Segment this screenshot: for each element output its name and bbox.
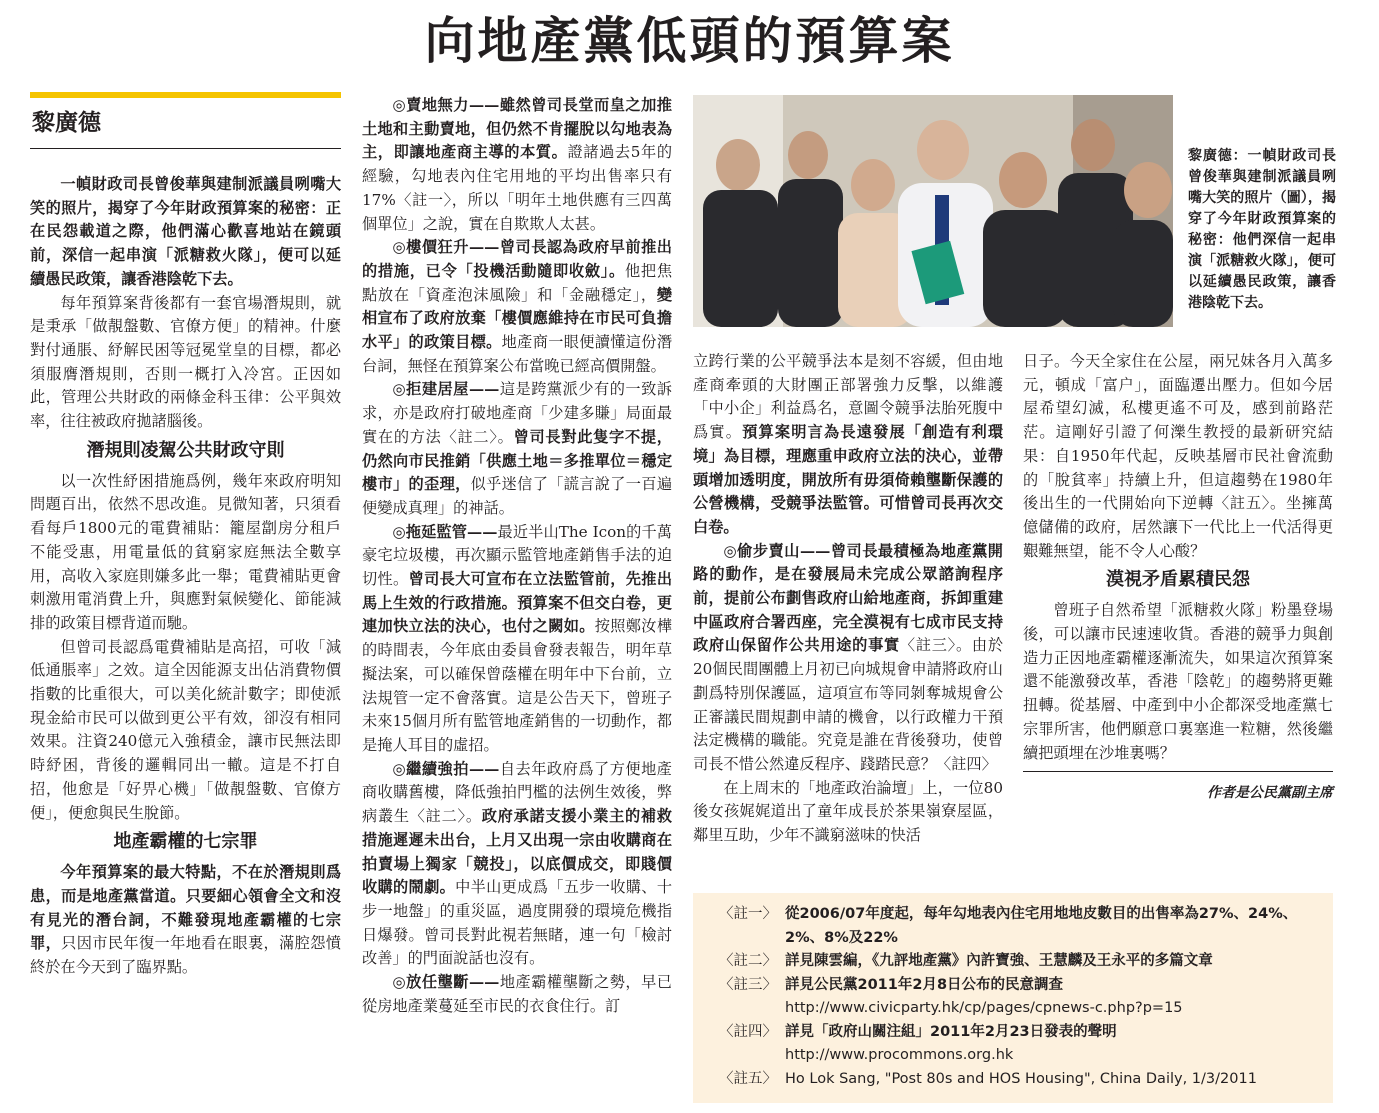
footnote-label: 〈註三〉 bbox=[719, 976, 777, 993]
text: 他把焦點放在「資產泡沫風險」和「金融穩定」， bbox=[362, 261, 673, 304]
sin-item-2 bbox=[362, 236, 672, 378]
footnote-2 bbox=[693, 950, 1333, 974]
paragraph: 在上周末的「地產政治論壇」上，一位80後女孩娓娓道出了童年成長於茶果嶺寮屋區，鄰里互助，少年不識窮滋味的快活 bbox=[693, 778, 1003, 845]
bold-text: ◎偷步賣山——曾司長最積極為地產黨開路的動作，是在發展局未完成公眾諮詢程序前，提前公布劃售政府山給地產商，拆卸重建中區政府合署西座，完全漠視有七成市民支持政府山保留作公共用途的事實 bbox=[693, 541, 1003, 655]
footnote-5 bbox=[693, 1068, 1333, 1092]
column-2 bbox=[362, 94, 672, 1018]
sin-item-6 bbox=[362, 971, 672, 1018]
divider bbox=[30, 148, 341, 149]
bold-text: ◎樓價狂升——曾司長認為政府早前推出的措施，已令「投機活動隨即收斂」。 bbox=[362, 238, 672, 280]
author-byline: 作者是公民黨副主席 bbox=[1023, 771, 1333, 806]
text: 自去年政府爲了方便地產商收購舊樓，降低強拍門檻的法例生效後，弊病叢生〈註二〉。 bbox=[362, 759, 672, 826]
sin-item-5 bbox=[362, 758, 672, 971]
column-1 bbox=[30, 92, 341, 980]
footnote-text: Ho Lok Sang, "Post 80s and HOS Housing", China Daily, 1/3/2011 bbox=[785, 1070, 1257, 1087]
bold-text: ◎繼續強拍—— bbox=[392, 759, 500, 778]
paragraph: 曾班子自然希望「派糖救火隊」粉墨登場後，可以讓市民速速收貨。香港的競爭力與創造力正因地產霸權逐漸流失，如果這次預算案還不能激發改革，香港「陰乾」的趨勢將更難扭轉。從基層、中產到中小企都深受地產黨七宗罪所害，他們願意口裏塞進一粒糖，然後繼續把頭埋在沙堆裏嗎？ bbox=[1023, 601, 1333, 762]
footnote-text: 詳見陳雲編，《九評地產黨》內許寶強、王慧麟及王永平的多篇文章 bbox=[785, 953, 1213, 969]
paragraph: 但曾司長認爲電費補貼是高招，可收「減低通脹率」之效。這全因能源支出佔消費物價指數的比重很大，可以美化統計數字；即使派現金給市民可以做到更公平有效，卻沒有相同效果。注資240億元入強積金，讓市民無法即時紓困，背後的邏輯同出一轍。這是不打自招，他愈是「好畀心機」「做靚盤數、官僚方便」，便愈與民生脫節。 bbox=[30, 637, 341, 822]
paragraph bbox=[693, 350, 1003, 540]
bold-text: 今年預算案的最大特點，不在於潛規則爲患，而是地產黨當道。只要細心領會全文和沒有見光的潛台詞，不難發現地產霸權的七宗罪， bbox=[30, 863, 341, 953]
text: 〈註三〉。由於20個民間團體上月初已向城規會申請將政府山劃爲特別保護區，這項宣布等同剝奪城規會公正審議民間規劃申請的機會，以行政權力干預法定機構的職能。究竟是誰在背後發功，使曾司長不惜公然違反程序、踐踏民意？〈註四〉 bbox=[693, 636, 1004, 773]
sin-item-1 bbox=[362, 94, 672, 236]
footnote-1 bbox=[693, 903, 1333, 950]
text: 似乎迷信了「謊言說了一百遍便變成真理」的神話。 bbox=[362, 475, 673, 517]
text: 最近半山The Icon的千萬豪宅垃圾樓，再次顯示監管地產銷售手法的迫切性。 bbox=[362, 522, 672, 589]
author-name: 黎廣德 bbox=[32, 110, 101, 136]
text: 證諸過去5年的經驗，勾地表內住宅用地的平均出售率只有17%〈註一〉，所以「明年土地供應有三四萬個單位」之說，實在自欺欺人太甚。 bbox=[362, 143, 673, 233]
text: 中半山更成爲「五步一收購、十步一地盤」的重災區，過度開發的環境危機指日爆發。曾司長對此視若無睹，連一句「檢討改善」的門面說話也沒有。 bbox=[362, 878, 673, 968]
column-3 bbox=[693, 350, 1003, 848]
paragraph: 每年預算案背後都有一套官場潛規則，就是秉承「做靚盤數、官僚方便」的精神。什麼對付通脹、紓解民困等冠冕堂皇的目標，都必須服膺潛規則，否則一概打入冷宮。正因如此，管理公共財政的兩條金科玉律：公平與效率，往往被政府拋諸腦後。 bbox=[30, 293, 341, 431]
bold-text: ◎拖延監管—— bbox=[392, 522, 498, 541]
footnote-link[interactable]: http://www.civicparty.hk/cp/pages/cpnews-c.php?p=15 bbox=[785, 1000, 1183, 1016]
bold-text: ◎拒建居屋—— bbox=[392, 380, 500, 399]
paragraph: 日子。今天全家住在公屋，兩兄妹各月入萬多元，頓成「富户」，面臨遷出壓力。但如今居屋希望幻滅，私樓更遙不可及，感到前路茫茫。這剛好引證了何濼生教授的最新研究結果：自1950年代起，反映基層市民社會流動的「脫貧率」持續上升，但這趨勢在1980年後出生的一代開始向下逆轉〈註五〉。坐擁萬億儲備的政府，居然讓下一代比上一代活得更艱難無望，能不令人心酸？ bbox=[1023, 352, 1333, 560]
footnote-label: 〈註二〉 bbox=[719, 953, 777, 969]
lead-paragraph: 一幀財政司長曾俊華與建制派議員咧嘴大笑的照片，揭穿了今年財政預算案的秘密：正在民怨載道之際，他們滿心歡喜地站在鏡頭前，深信一起串演「派糖救火隊」，便可以延續愚民政策，讓香港陰乾下去。 bbox=[30, 175, 341, 288]
footnote-3 bbox=[693, 974, 1333, 1021]
paragraph bbox=[30, 861, 341, 980]
footnote-label: 〈註五〉 bbox=[719, 1070, 777, 1087]
footnote-text: 從2006/07年度起，每年勾地表內住宅用地地皮數目的出售率為27%、24%、2%、8%及22% bbox=[785, 906, 1298, 946]
footnote-text: 詳見公民黨2011年2月8日公布的民意調查 bbox=[785, 976, 1064, 993]
news-photo bbox=[693, 95, 1173, 327]
headline: 向地產黨低頭的預算案 bbox=[424, 12, 955, 70]
footnote-link[interactable]: http://www.procommons.org.hk bbox=[785, 1047, 1014, 1063]
photo-illustration bbox=[693, 95, 1173, 327]
footnote-4 bbox=[693, 1021, 1333, 1068]
bold-text: 曾司長對此隻字不提，仍然向市民推銷「供應土地＝多推單位＝穩定樓市」的歪理， bbox=[362, 427, 672, 494]
text: 地產霸權壟斷之勢，早已從房地產業蔓延至市民的衣食住行。訂 bbox=[362, 973, 672, 1015]
bold-text: 曾司長大可宣布在立法監管前，先推出馬上生效的行政措施。預算案不但交白卷，更連加快立法的決心，也付之闕如。 bbox=[362, 570, 673, 636]
bold-text: 政府承諾支援小業主的補救措施遲遲未出台，上月又出現一宗由收購商在拍賣場上獨家「競投」，以底價成交，即賤價收購的鬧劇。 bbox=[362, 807, 672, 897]
photo-caption: 黎廣德：一幀財政司長曾俊華與建制派議員咧嘴大笑的照片（圖），揭穿了今年財政預算案的秘密：他們深信一起串演「派糖救火隊」，便可以延續愚民政策，讓香港陰乾下去。 bbox=[1188, 148, 1336, 311]
paragraph: 以一次性紓困措施爲例，幾年來政府明知問題百出，依然不思改進。見微知著，只須看看每戶1800元的電費補貼：籠屋劏房分租戶不能受惠，用電量低的貧窮家庭無法全數享用，高收入家庭則嫌多此一舉；電費補貼更會刺激用電消費上升，與應對氣候變化、節能減排的政策目標背道而馳。 bbox=[30, 471, 341, 632]
text: 地產商一眼便讀懂這份潛台詞，無怪在預算案公布當晚已經高價開盤。 bbox=[362, 333, 673, 375]
footnote-text: 詳見「政府山關注組」2011年2月23日發表的聲明 bbox=[785, 1023, 1117, 1040]
bold-text: 預算案明言為長遠發展「創造有利環境」為目標，理應重申政府立法的決心，並帶頭增加透明度，開放所有毋須倚賴壟斷保護的公營機構，受競爭法監管。可惜曾司長再次交白卷。 bbox=[693, 423, 1004, 536]
subheading: 潛規則凌駕公共財政守則 bbox=[86, 439, 285, 461]
text: 按照鄭汝樺的時間表，今年底由委員會發表報告，明年草擬法案，可以確保曾蔭權在明年中下台前，立法規管一定不會落實。這是公告天下，曾班子未來15個月所有監管地產銷售的一切動作，都是掩人耳目的虛招。 bbox=[362, 617, 673, 754]
accent-bar bbox=[30, 92, 341, 98]
column-4 bbox=[1023, 350, 1333, 806]
bold-text: ◎賣地無力——雖然曾司長堂而皇之加推土地和主動賣地，但仍然不肯擺脫以勾地表為主，即讓地產商主導的本質。 bbox=[362, 96, 672, 162]
subheading: 漠視矛盾累積民怨 bbox=[1106, 569, 1250, 591]
footnote-label: 〈註四〉 bbox=[719, 1023, 777, 1040]
footnote-label: 〈註一〉 bbox=[719, 906, 777, 922]
sin-item-3 bbox=[362, 378, 672, 520]
text: 只因市民年復一年地看在眼裏，滿腔怨憤終於在今天到了臨界點。 bbox=[30, 934, 342, 977]
text: 這是跨黨派少有的一致訴求，亦是政府打破地產商「少建多賺」局面最實在的方法〈註二〉。 bbox=[362, 380, 672, 446]
bold-text: 變相宣布了政府放棄「樓價應維持在市民可負擔水平」的政策目標。 bbox=[362, 285, 672, 352]
subheading: 地產霸權的七宗罪 bbox=[113, 831, 258, 853]
sin-item-7 bbox=[693, 540, 1003, 777]
text: 立跨行業的公平競爭法本是刻不容緩，但由地產商牽頭的大財團正部署強力反擊，以維護「中小企」利益爲名，意圖令競爭法胎死腹中爲實。 bbox=[693, 352, 1003, 442]
bold-text: ◎放任壟斷—— bbox=[392, 973, 500, 992]
sin-item-4 bbox=[362, 521, 672, 758]
footnotes-box bbox=[693, 893, 1333, 1103]
